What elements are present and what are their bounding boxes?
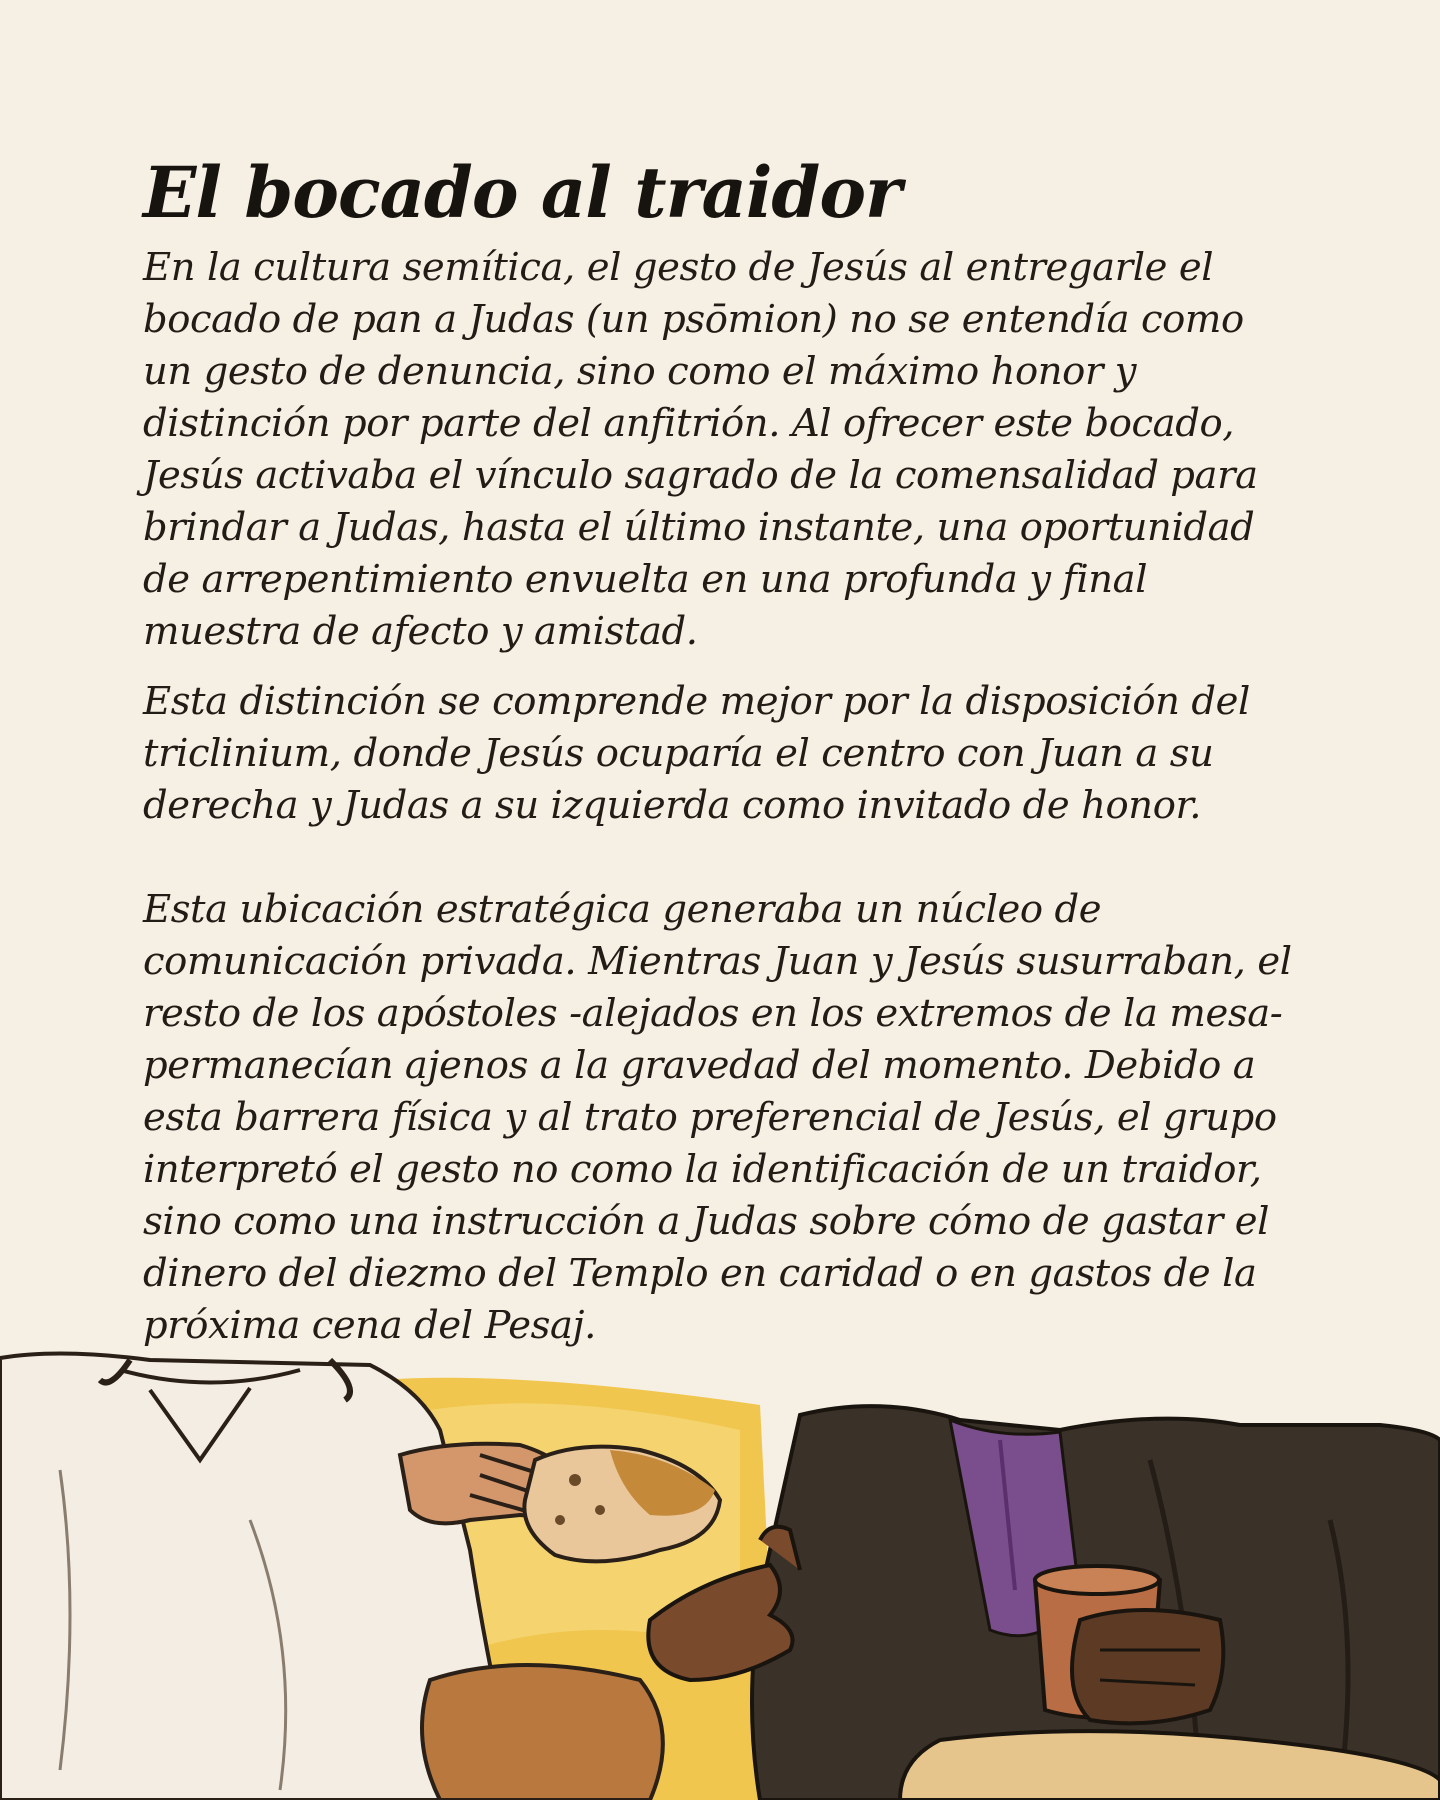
paragraph-1: En la cultura semítica, el gesto de Jesús al entregarle el bocado de pan a Judas (un psōmion) no se entendía como un gesto de denuncia, sino como el máximo honor y distinción por parte del anfitrión. Al ofrecer este bocado, Jesús activaba el vínculo sagrado de la comensalidad para brindar a Judas, hasta el último instante, una oportunidad de arrepentimiento envuelta en una profunda y final muestra de afecto y amistad. [143, 245, 1258, 654]
last-supper-illustration [0, 1350, 1440, 1800]
cushion [422, 1665, 663, 1800]
paragraph-2: Esta distinción se comprende mejor por la disposición del triclinium, donde Jesús ocuparía el centro con Juan a su derecha y Judas a su izquierda como invitado de honor. [143, 679, 1250, 828]
paragraph-3: Esta ubicación estratégica generaba un núcleo de comunicación privada. Mientras Juan y Jesús susurraban, el resto de los apóstoles -alejados en los extremos de la mesa- permanecían ajenos a la gravedad del momento. Debido a esta barrera física y al trato preferencial de Jesús, el grupo interpretó el gesto no como la identificación de un traidor, sino como una instrucción a Judas sobre cómo de gastar el dinero del diezmo del Templo en caridad o en gastos de la próxima cena del Pesaj. [143, 887, 1292, 1348]
article [143, 150, 1343, 1352]
judas-figure [648, 1406, 1440, 1800]
page-title: El bocado al traidor [143, 151, 901, 234]
